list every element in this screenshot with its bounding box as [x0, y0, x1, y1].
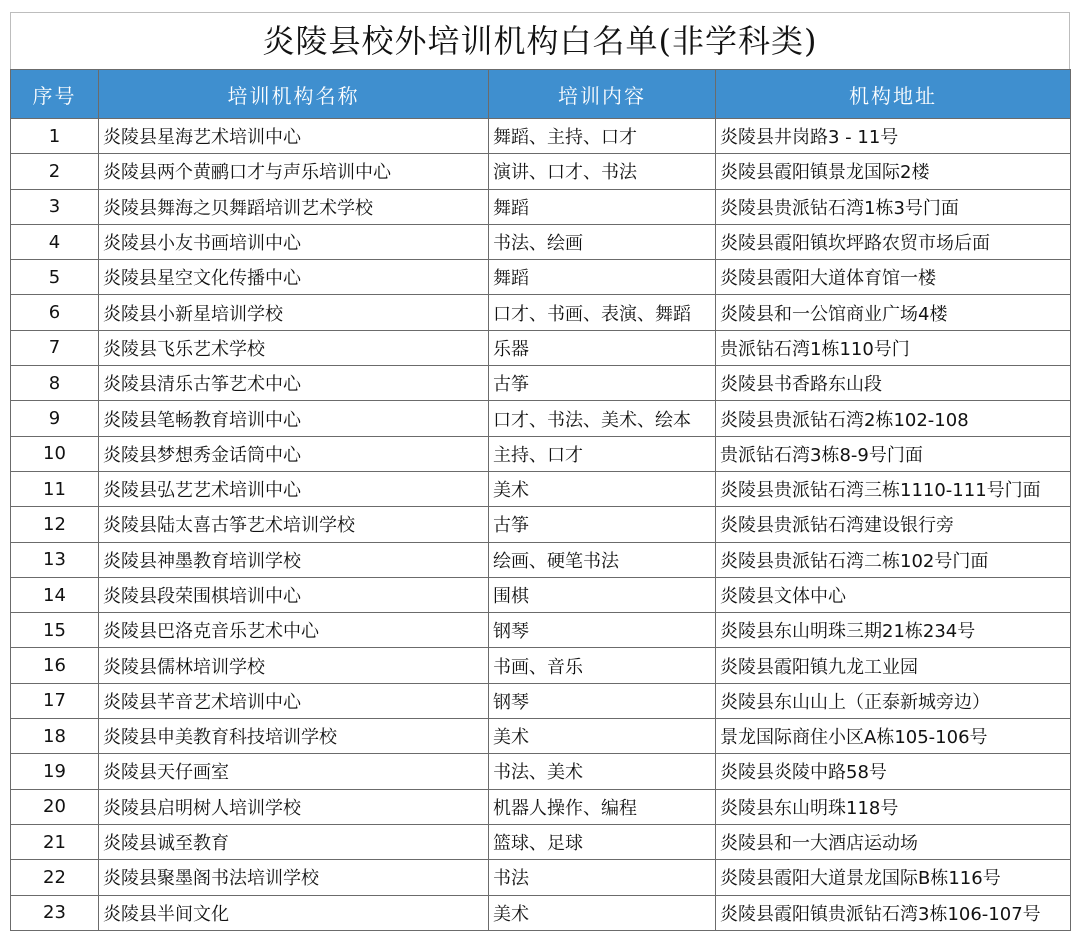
cell-serial-number: 23: [11, 895, 99, 930]
cell-training-content: 书法、美术: [489, 754, 716, 789]
cell-institution-name: 炎陵县两个黄鹂口才与声乐培训中心: [99, 154, 489, 189]
cell-serial-number: 15: [11, 613, 99, 648]
table-row: [11, 119, 1071, 154]
cell-training-content: 舞蹈: [489, 189, 716, 224]
cell-serial-number: 11: [11, 471, 99, 506]
cell-institution-address: 炎陵县井岗路3 - 11号: [716, 119, 1071, 154]
cell-training-content: 书法、绘画: [489, 224, 716, 259]
cell-institution-address: 贵派钻石湾1栋110号门: [716, 330, 1071, 365]
cell-institution-name: 炎陵县半间文化: [99, 895, 489, 930]
page-title: 炎陵县校外培训机构白名单(非学科类): [10, 12, 1070, 69]
cell-institution-address: 炎陵县炎陵中路58号: [716, 754, 1071, 789]
cell-institution-name: 炎陵县笔畅教育培训中心: [99, 401, 489, 436]
table-row: [11, 189, 1071, 224]
table-row: [11, 789, 1071, 824]
cell-training-content: 乐器: [489, 330, 716, 365]
cell-institution-address: 景龙国际商住小区A栋105-106号: [716, 719, 1071, 754]
table-row: [11, 824, 1071, 859]
cell-training-content: 演讲、口才、书法: [489, 154, 716, 189]
cell-institution-name: 炎陵县聚墨阁书法培训学校: [99, 860, 489, 895]
header-training-content: 培训内容: [489, 70, 716, 119]
cell-serial-number: 2: [11, 154, 99, 189]
table-row: [11, 436, 1071, 471]
table-row: [11, 542, 1071, 577]
cell-institution-name: 炎陵县清乐古筝艺术中心: [99, 366, 489, 401]
cell-serial-number: 8: [11, 366, 99, 401]
cell-training-content: 美术: [489, 719, 716, 754]
cell-institution-address: 炎陵县霞阳大道体育馆一楼: [716, 260, 1071, 295]
table-row: [11, 860, 1071, 895]
cell-serial-number: 14: [11, 577, 99, 612]
cell-institution-name: 炎陵县巴洛克音乐艺术中心: [99, 613, 489, 648]
table-row: [11, 895, 1071, 930]
table-row: [11, 330, 1071, 365]
cell-serial-number: 18: [11, 719, 99, 754]
cell-training-content: 舞蹈、主持、口才: [489, 119, 716, 154]
cell-institution-name: 炎陵县星空文化传播中心: [99, 260, 489, 295]
cell-training-content: 口才、书法、美术、绘本: [489, 401, 716, 436]
table-row: [11, 401, 1071, 436]
table-row: [11, 154, 1071, 189]
cell-institution-name: 炎陵县启明树人培训学校: [99, 789, 489, 824]
table-row: [11, 260, 1071, 295]
cell-training-content: 机器人操作、编程: [489, 789, 716, 824]
cell-institution-name: 炎陵县小友书画培训中心: [99, 224, 489, 259]
cell-institution-name: 炎陵县梦想秀金话筒中心: [99, 436, 489, 471]
cell-institution-address: 炎陵县和一大酒店运动场: [716, 824, 1071, 859]
cell-training-content: 围棋: [489, 577, 716, 612]
cell-institution-address: 炎陵县和一公馆商业广场4楼: [716, 295, 1071, 330]
institution-table: [10, 69, 1071, 931]
header-institution-name: 培训机构名称: [99, 70, 489, 119]
table-body: [11, 119, 1071, 931]
cell-serial-number: 21: [11, 824, 99, 859]
cell-serial-number: 7: [11, 330, 99, 365]
cell-institution-address: 炎陵县霞阳镇贵派钻石湾3栋106-107号: [716, 895, 1071, 930]
cell-training-content: 主持、口才: [489, 436, 716, 471]
cell-training-content: 绘画、硬笔书法: [489, 542, 716, 577]
cell-institution-address: 炎陵县贵派钻石湾2栋102-108: [716, 401, 1071, 436]
cell-institution-address: 炎陵县东山明珠三期21栋234号: [716, 613, 1071, 648]
cell-serial-number: 16: [11, 648, 99, 683]
cell-training-content: 舞蹈: [489, 260, 716, 295]
cell-training-content: 书画、音乐: [489, 648, 716, 683]
cell-training-content: 古筝: [489, 366, 716, 401]
table-row: [11, 754, 1071, 789]
cell-serial-number: 9: [11, 401, 99, 436]
cell-institution-name: 炎陵县弘艺艺术培训中心: [99, 471, 489, 506]
cell-institution-address: 炎陵县东山山上（正泰新城旁边）: [716, 683, 1071, 718]
cell-serial-number: 6: [11, 295, 99, 330]
cell-institution-address: 炎陵县霞阳镇坎坪路农贸市场后面: [716, 224, 1071, 259]
table-row: [11, 577, 1071, 612]
cell-serial-number: 12: [11, 507, 99, 542]
cell-training-content: 美术: [489, 471, 716, 506]
cell-institution-address: 炎陵县贵派钻石湾二栋102号门面: [716, 542, 1071, 577]
table-row: [11, 507, 1071, 542]
cell-training-content: 篮球、足球: [489, 824, 716, 859]
cell-institution-name: 炎陵县舞海之贝舞蹈培训艺术学校: [99, 189, 489, 224]
cell-institution-address: 炎陵县贵派钻石湾建设银行旁: [716, 507, 1071, 542]
cell-institution-name: 炎陵县儒林培训学校: [99, 648, 489, 683]
cell-institution-address: 炎陵县贵派钻石湾1栋3号门面: [716, 189, 1071, 224]
header-institution-address: 机构地址: [716, 70, 1071, 119]
table-header-row: [11, 70, 1071, 119]
header-serial-number: 序号: [11, 70, 99, 119]
cell-serial-number: 1: [11, 119, 99, 154]
cell-institution-name: 炎陵县神墨教育培训学校: [99, 542, 489, 577]
cell-institution-address: 炎陵县文体中心: [716, 577, 1071, 612]
cell-institution-name: 炎陵县星海艺术培训中心: [99, 119, 489, 154]
cell-training-content: 钢琴: [489, 683, 716, 718]
cell-serial-number: 17: [11, 683, 99, 718]
cell-serial-number: 10: [11, 436, 99, 471]
table-row: [11, 471, 1071, 506]
whitelist-sheet: [10, 12, 1070, 931]
cell-training-content: 钢琴: [489, 613, 716, 648]
cell-institution-address: 炎陵县东山明珠118号: [716, 789, 1071, 824]
cell-institution-address: 炎陵县霞阳镇景龙国际2楼: [716, 154, 1071, 189]
cell-serial-number: 22: [11, 860, 99, 895]
cell-institution-name: 炎陵县天仔画室: [99, 754, 489, 789]
cell-serial-number: 13: [11, 542, 99, 577]
cell-training-content: 书法: [489, 860, 716, 895]
cell-institution-name: 炎陵县陆太喜古筝艺术培训学校: [99, 507, 489, 542]
cell-institution-name: 炎陵县芊音艺术培训中心: [99, 683, 489, 718]
cell-serial-number: 19: [11, 754, 99, 789]
cell-institution-address: 炎陵县贵派钻石湾三栋1110-111号门面: [716, 471, 1071, 506]
cell-training-content: 古筝: [489, 507, 716, 542]
cell-serial-number: 5: [11, 260, 99, 295]
cell-institution-name: 炎陵县飞乐艺术学校: [99, 330, 489, 365]
cell-institution-address: 炎陵县霞阳大道景龙国际B栋116号: [716, 860, 1071, 895]
cell-institution-name: 炎陵县诚至教育: [99, 824, 489, 859]
table-row: [11, 683, 1071, 718]
cell-institution-address: 贵派钻石湾3栋8-9号门面: [716, 436, 1071, 471]
cell-institution-name: 炎陵县小新星培训学校: [99, 295, 489, 330]
cell-serial-number: 20: [11, 789, 99, 824]
table-row: [11, 613, 1071, 648]
table-row: [11, 224, 1071, 259]
cell-serial-number: 3: [11, 189, 99, 224]
cell-institution-name: 炎陵县段荣围棋培训中心: [99, 577, 489, 612]
table-row: [11, 648, 1071, 683]
cell-training-content: 美术: [489, 895, 716, 930]
table-row: [11, 719, 1071, 754]
cell-serial-number: 4: [11, 224, 99, 259]
table-row: [11, 366, 1071, 401]
cell-institution-name: 炎陵县申美教育科技培训学校: [99, 719, 489, 754]
table-row: [11, 295, 1071, 330]
cell-institution-address: 炎陵县书香路东山段: [716, 366, 1071, 401]
cell-training-content: 口才、书画、表演、舞蹈: [489, 295, 716, 330]
cell-institution-address: 炎陵县霞阳镇九龙工业园: [716, 648, 1071, 683]
